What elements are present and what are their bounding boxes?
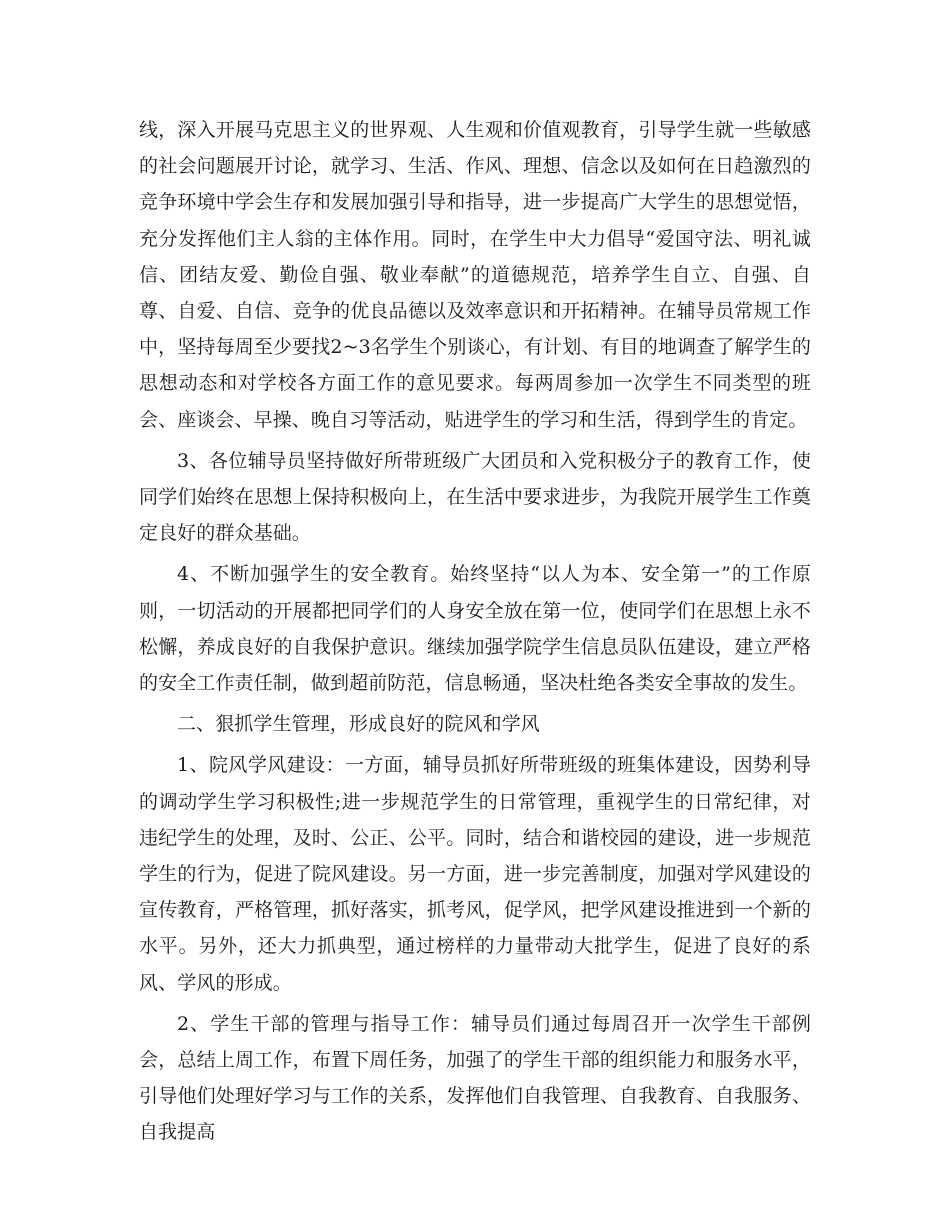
paragraph-4: 1、院风学风建设：一方面，辅导员抓好所带班级的班集体建设，因势利导的调动学生学习积极性;进一步规范学生的日常管理，重视学生的日常纪律，对违纪学生的处理，及时、公正、公平。同时，结合和谐校园的建设，进一步规范学生的行为，促进了院风建设。另一方面，进一步完善制度，加强对学风建设的宣传教育，严格管理，抓好落实，抓考风，促学风，把学风建设推进到一个新的水平。另外，还大力抓典型，通过榜样的力量带动大批学生，促进了良好的系风、学风的形成。 [139,754,811,994]
paragraph-3: 4、不断加强学生的安全教育。始终坚持“以人为本、安全第一”的工作原则，一切活动的开展都把同学们的人身安全放在第一位，使同学们在思想上永不松懈，养成良好的自我保护意识。继续加强学院学生信息员队伍建设，建立严格的安全工作责任制，做到超前防范，信息畅通，坚决杜绝各类安全事故的发生。 [139,563,811,695]
section-heading: 二、狠抓学生管理，形成良好的院风和学风 [177,713,540,736]
paragraph-5: 2、学生干部的管理与指导工作：辅导员们通过每周召开一次学生干部例会，总结上周工作，布置下周任务，加强了的学生干部的组织能力和服务水平，引导他们处理好学习与工作的关系，发挥他们自我管理、自我教育、自我服务、自我提高 [139,1012,811,1144]
document-body [139,112,811,1156]
paragraph-2: 3、各位辅导员坚持做好所带班级广大团员和入党积极分子的教育工作，使同学们始终在思想上保持积极向上，在生活中要求进步，为我院开展学生工作奠定良好的群众基础。 [139,449,811,545]
paragraph-1: 线，深入开展马克思主义的世界观、人生观和价值观教育，引导学生就一些敏感的社会问题展开讨论，就学习、生活、作风、理想、信念以及如何在日趋激烈的竞争环境中学会生存和发展加强引导和指导，进一步提高广大学生的思想觉悟，充分发挥他们主人翁的主体作用。同时，在学生中大力倡导“爱国守法、明礼诚信、团结友爱、勤俭自强、敬业奉献”的道德规范，培养学生自立、自强、自尊、自爱、自信、竞争的优良品德以及效率意识和开拓精神。在辅导员常规工作中，坚持每周至少要找2~3名学生个别谈心，有计划、有目的地调查了解学生的思想动态和对学校各方面工作的意见要求。每两周参加一次学生不同类型的班会、座谈会、早操、晚自习等活动，贴进学生的学习和生活，得到学生的肯定。 [139,119,811,431]
